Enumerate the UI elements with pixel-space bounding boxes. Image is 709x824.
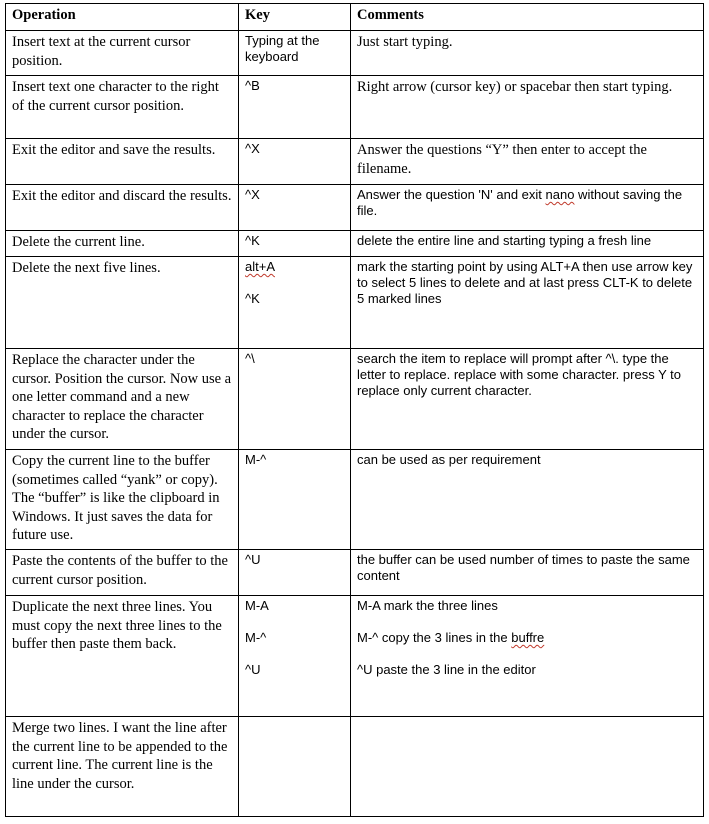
comments-cell: mark the starting point by using ALT+A then use arrow key to select 5 lines to delete and at last press CLT-K to delete 5 marked lines [351, 257, 704, 349]
header-row [6, 4, 704, 31]
comments-cell [351, 596, 704, 717]
operation-cell: Delete the current line. [6, 231, 239, 257]
key-line: ^K [245, 291, 260, 306]
key-cell: Typing at the keyboard [239, 31, 351, 76]
key-cell: ^U [239, 550, 351, 596]
key-cell: ^B [239, 76, 351, 139]
key-cell [239, 717, 351, 817]
table-row [6, 717, 704, 817]
table-row [6, 231, 704, 257]
table-row [6, 349, 704, 450]
key-line: ^U [245, 662, 261, 677]
key-cell: M-^ [239, 450, 351, 550]
table-row [6, 185, 704, 231]
comments-cell: search the item to replace will prompt after ^\. type the letter to replace. replace with some character. press Y to replace only current character. [351, 349, 704, 450]
key-cell [239, 596, 351, 717]
key-cell [239, 257, 351, 349]
header-operation: Operation [6, 4, 239, 31]
comments-cell: the buffer can be used number of times to paste the same content [351, 550, 704, 596]
comments-cell [351, 717, 704, 817]
comments-cell [351, 185, 704, 231]
operation-cell: Replace the character under the cursor. Position the cursor. Now use a one letter command and a new character to replace the character under the cursor. [6, 349, 239, 450]
comment-text: without saving the file. [357, 187, 683, 218]
nano-commands-table [5, 3, 704, 817]
table-row [6, 450, 704, 550]
header-key: Key [239, 4, 351, 31]
misspelled-word: nano [545, 187, 575, 202]
operation-cell: Merge two lines. I want the line after the current line to be appended to the current line. The current line is the line under the cursor. [6, 717, 239, 817]
comments-cell: can be used as per requirement [351, 450, 704, 550]
table-row [6, 550, 704, 596]
operation-cell: Duplicate the next three lines. You must copy the next three lines to the buffer then paste them back. [6, 596, 239, 717]
key-cell: ^\ [239, 349, 351, 450]
key-line: M-A [245, 598, 269, 613]
operation-cell: Paste the contents of the buffer to the current cursor position. [6, 550, 239, 596]
operation-cell: Delete the next five lines. [6, 257, 239, 349]
key-cell: ^X [239, 139, 351, 185]
table-row [6, 76, 704, 139]
operation-cell: Insert text one character to the right of the current cursor position. [6, 76, 239, 139]
header-comments: Comments [351, 4, 704, 31]
table-row [6, 31, 704, 76]
key-line: M-^ [245, 630, 267, 645]
comments-cell: Just start typing. [351, 31, 704, 76]
key-cell: ^K [239, 231, 351, 257]
table-row [6, 257, 704, 349]
table-row [6, 596, 704, 717]
misspelled-word: buffre [511, 630, 545, 645]
operation-cell: Exit the editor and save the results. [6, 139, 239, 185]
comment-text: Answer the question 'N' and exit [357, 187, 546, 202]
comment-line: M-^ copy the 3 lines in the buffre [357, 630, 545, 645]
comments-cell: Right arrow (cursor key) or spacebar then start typing. [351, 76, 704, 139]
key-cell: ^X [239, 185, 351, 231]
operation-cell: Exit the editor and discard the results. [6, 185, 239, 231]
operation-cell: Insert text at the current cursor position. [6, 31, 239, 76]
comments-cell: delete the entire line and starting typing a fresh line [351, 231, 704, 257]
table-row [6, 139, 704, 185]
operation-cell: Copy the current line to the buffer (sometimes called “yank” or copy). The “buffer” is like the clipboard in Windows. It just saves the data for future use. [6, 450, 239, 550]
key-line: alt+A [245, 259, 275, 274]
comment-line: ^U paste the 3 line in the editor [357, 662, 536, 677]
comments-cell: Answer the questions “Y” then enter to accept the filename. [351, 139, 704, 185]
comment-line: M-A mark the three lines [357, 598, 498, 613]
